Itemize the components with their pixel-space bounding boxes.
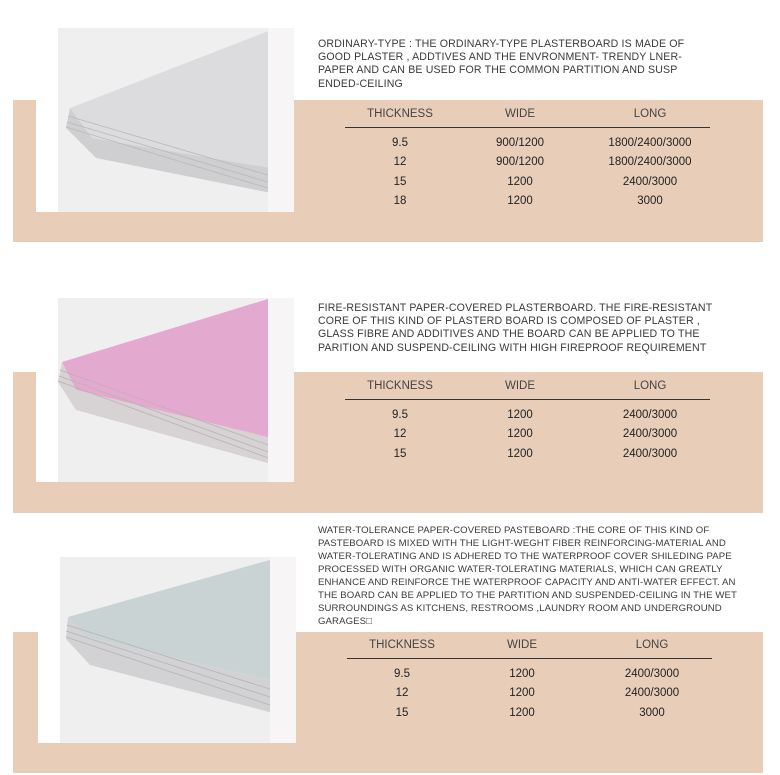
board-illustration-fire-resistant: [36, 298, 294, 482]
board-illustration-ordinary: [36, 28, 294, 212]
cell-thickness: 9.5: [394, 667, 410, 680]
table-row: [345, 133, 715, 153]
header-wide: WIDE: [504, 380, 536, 392]
cell-long: 2400/3000: [624, 667, 680, 680]
cell-thickness: 12: [393, 428, 407, 441]
header-thickness: THICKNESS: [367, 380, 433, 392]
cell-wide: 1200: [509, 687, 535, 700]
product-description: FIRE-RESISTANT PAPER-COVERED PLASTERBOARD. THE FIRE-RESISTANT CORE OF THIS KIND OF PLASTERD BOARD IS COMPOSED OF PLASTER , GLASS FIBRE AND ADDITIVES AND THE BOARD CAN BE APPLIED TO THE PARITION AND SUSPEND-CEILING WITH HIGH FIREPROOF REQUIREMENT: [318, 302, 713, 354]
header-long: LONG: [633, 108, 667, 120]
header-long: LONG: [633, 380, 667, 392]
cell-thickness: 15: [395, 706, 409, 719]
product-description: ORDINARY-TYPE : THE ORDINARY-TYPE PLASTERBOARD IS MADE OF GOOD PLASTER , ADDTIVES AND THE ENVRONMENT- TRENDY LNER- PAPER AND CAN BE USED FOR THE COMMON PARTITION AND SUSP ENDED-CEILING: [318, 38, 685, 90]
cell-wide: 1200: [507, 195, 533, 208]
spec-table-header: [345, 377, 715, 395]
table-row: [347, 664, 717, 684]
cell-wide: 1200: [507, 408, 533, 421]
table-row: [347, 684, 717, 704]
table-row: [345, 192, 715, 212]
table-row: [345, 153, 715, 173]
cell-thickness: 12: [395, 687, 409, 700]
spec-table: [347, 636, 717, 723]
cell-thickness: 15: [393, 175, 407, 188]
cell-long: 1800/2400/3000: [608, 136, 692, 149]
cell-thickness: 15: [393, 447, 407, 460]
cell-wide: 1200: [507, 447, 533, 460]
cell-wide: 900/1200: [496, 136, 544, 149]
table-row: [347, 703, 717, 723]
table-row: [345, 425, 715, 445]
cell-long: 1800/2400/3000: [608, 156, 692, 169]
spec-table: [345, 377, 715, 464]
table-row: [345, 405, 715, 425]
header-long: LONG: [635, 639, 669, 651]
plasterboard-photo-ordinary: [36, 28, 294, 212]
cell-long: 2400/3000: [624, 687, 680, 700]
header-thickness: THICKNESS: [367, 108, 433, 120]
plasterboard-photo-water-tolerance: [38, 557, 296, 743]
cell-wide: 1200: [507, 175, 533, 188]
cell-long: 2400/3000: [622, 408, 678, 421]
spec-table-header: [345, 105, 715, 123]
cell-long: 2400/3000: [622, 175, 678, 188]
cell-thickness: 18: [393, 195, 407, 208]
spec-table-header: [347, 636, 717, 654]
board-illustration-water-tolerance: [38, 557, 296, 743]
header-divider: [347, 658, 712, 659]
header-wide: WIDE: [504, 108, 536, 120]
plasterboard-photo-fire-resistant: [36, 298, 294, 482]
header-wide: WIDE: [506, 639, 538, 651]
product-description: WATER-TOLERANCE PAPER-COVERED PASTEBOARD :THE CORE OF THIS KIND OF PASTEBOARD IS MIXED WITH THE LIGHT-WEGHT FIBER REINFORCING-MATERIAL AND WATER-TOLERATING AND IS ADHERED TO THE WATERPROOF COVER SHILEDING PAPE PROCESSED WITH ORGANIC WATER-TOLERATING MATERIALS, WHICH CAN GREATLY ENHANCE AND REINFORCE THE WATERPROOF CAPACITY AND ANTI-WATER EFFECT. AN THE BOARD CAN BE APPLIED TO THE PARTITION AND SUSPENDED-CEILING IN THE WET SURROUNDINGS AS KITCHENS, RESTROOMS ,LAUNDRY ROOM AND UNDERGROUND GARAGES□: [318, 525, 737, 627]
table-row: [345, 172, 715, 192]
header-divider: [345, 127, 710, 128]
cell-long: 2400/3000: [622, 447, 678, 460]
cell-thickness: 12: [393, 156, 407, 169]
cell-thickness: 9.5: [392, 136, 408, 149]
cell-wide: 1200: [509, 667, 535, 680]
cell-long: 2400/3000: [622, 428, 678, 441]
cell-wide: 1200: [507, 428, 533, 441]
cell-wide: 1200: [509, 706, 535, 719]
cell-long: 3000: [637, 195, 663, 208]
cell-thickness: 9.5: [392, 408, 408, 421]
header-divider: [345, 399, 710, 400]
table-row: [345, 444, 715, 464]
cell-wide: 900/1200: [496, 156, 544, 169]
cell-long: 3000: [639, 706, 665, 719]
spec-table: [345, 105, 715, 211]
header-thickness: THICKNESS: [369, 639, 435, 651]
